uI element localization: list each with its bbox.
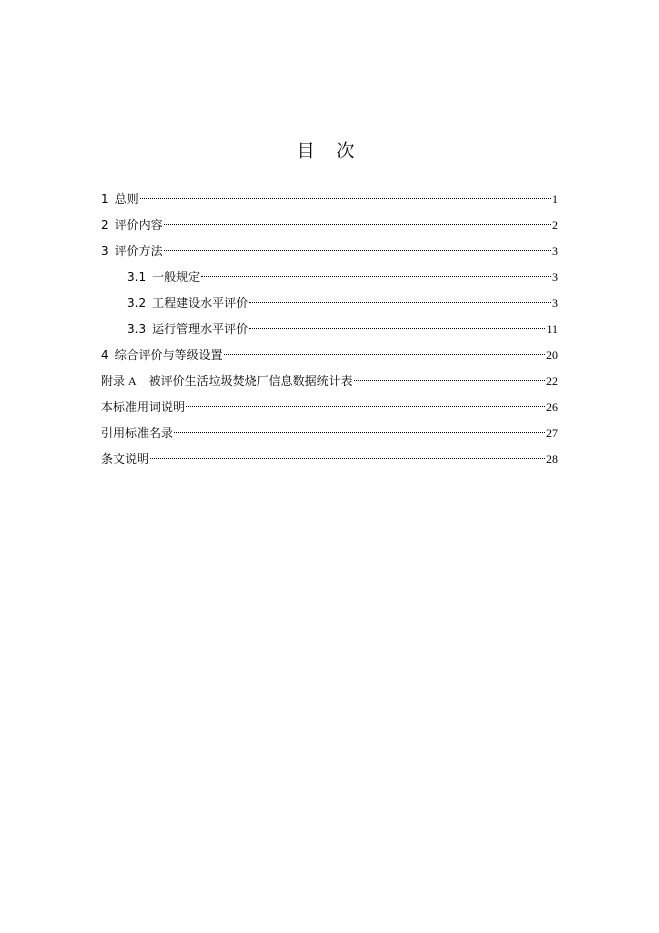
toc-title: 目 次 (296, 141, 363, 162)
toc-entry-text: 一般规定 (152, 270, 201, 284)
dot-leader (224, 354, 545, 355)
toc-entry-page: 1 (552, 192, 558, 206)
toc-entry-text: 评价方法 (114, 244, 163, 258)
toc-entry-explanation[interactable] (101, 449, 558, 475)
toc-entry-appendix-a[interactable] (101, 371, 558, 397)
toc-entry-number: 附录 A (101, 374, 137, 388)
toc-entry-terms[interactable] (101, 397, 558, 423)
toc-entry-3-2[interactable] (101, 293, 558, 319)
toc-entry-label (101, 215, 163, 235)
dot-leader (249, 328, 545, 329)
toc-entry-number: 4 (101, 348, 109, 362)
toc-entry-page: 3 (552, 296, 558, 310)
toc-entry-text: 本标准用词说明 (101, 400, 186, 414)
toc-entry-label (101, 397, 185, 417)
toc-entry-label (101, 345, 223, 365)
toc-entry-text: 工程建设水平评价 (152, 296, 249, 310)
toc-entry-label (127, 267, 200, 287)
toc-entry-text: 运行管理水平评价 (152, 322, 249, 336)
toc-entry-page: 3 (552, 244, 558, 258)
toc-entry-page: 3 (552, 270, 558, 284)
dot-leader (164, 224, 551, 225)
dot-leader (201, 276, 551, 277)
dot-leader (164, 250, 551, 251)
toc-entry-label (127, 293, 248, 313)
toc-entry-page: 11 (546, 322, 558, 336)
dot-leader (174, 432, 545, 433)
toc-entry-number: 1 (101, 192, 109, 206)
toc-entry-page: 27 (546, 426, 558, 440)
toc-entry-label (101, 449, 149, 469)
toc-entry-number: 3.1 (127, 270, 147, 284)
toc-entry-number: 2 (101, 218, 109, 232)
toc-entry-4[interactable] (101, 345, 558, 371)
toc-entry-label (127, 319, 248, 339)
toc-entry-1[interactable] (101, 189, 558, 215)
toc-entry-text: 条文说明 (101, 452, 150, 466)
toc-entry-text: 评价内容 (114, 218, 163, 232)
toc-entry-text: 引用标准名录 (101, 426, 174, 440)
toc-entry-label (101, 241, 163, 261)
toc-entry-references[interactable] (101, 423, 558, 449)
toc-entry-2[interactable] (101, 215, 558, 241)
toc-entry-text: 被评价生活垃圾焚烧厂信息数据统计表 (148, 374, 353, 388)
toc-entry-page: 22 (546, 374, 558, 388)
toc-entry-page: 26 (546, 400, 558, 414)
toc-entry-number: 3 (101, 244, 109, 258)
toc-list (101, 189, 558, 475)
toc-entry-label (101, 371, 353, 391)
toc-entry-label (101, 423, 173, 443)
toc-entry-page: 20 (546, 348, 558, 362)
toc-entry-number: 3.3 (127, 322, 147, 336)
dot-leader (140, 198, 551, 199)
toc-entry-page: 28 (546, 452, 558, 466)
dot-leader (249, 302, 551, 303)
toc-entry-text: 总则 (114, 192, 139, 206)
toc-entry-page: 2 (552, 218, 558, 232)
toc-entry-label (101, 189, 139, 209)
toc-entry-text: 综合评价与等级设置 (114, 348, 223, 362)
dot-leader (354, 380, 545, 381)
toc-entry-3-3[interactable] (101, 319, 558, 345)
toc-entry-3-1[interactable] (101, 267, 558, 293)
toc-entry-number: 3.2 (127, 296, 147, 310)
dot-leader (150, 458, 545, 459)
toc-entry-3[interactable] (101, 241, 558, 267)
dot-leader (186, 406, 545, 407)
